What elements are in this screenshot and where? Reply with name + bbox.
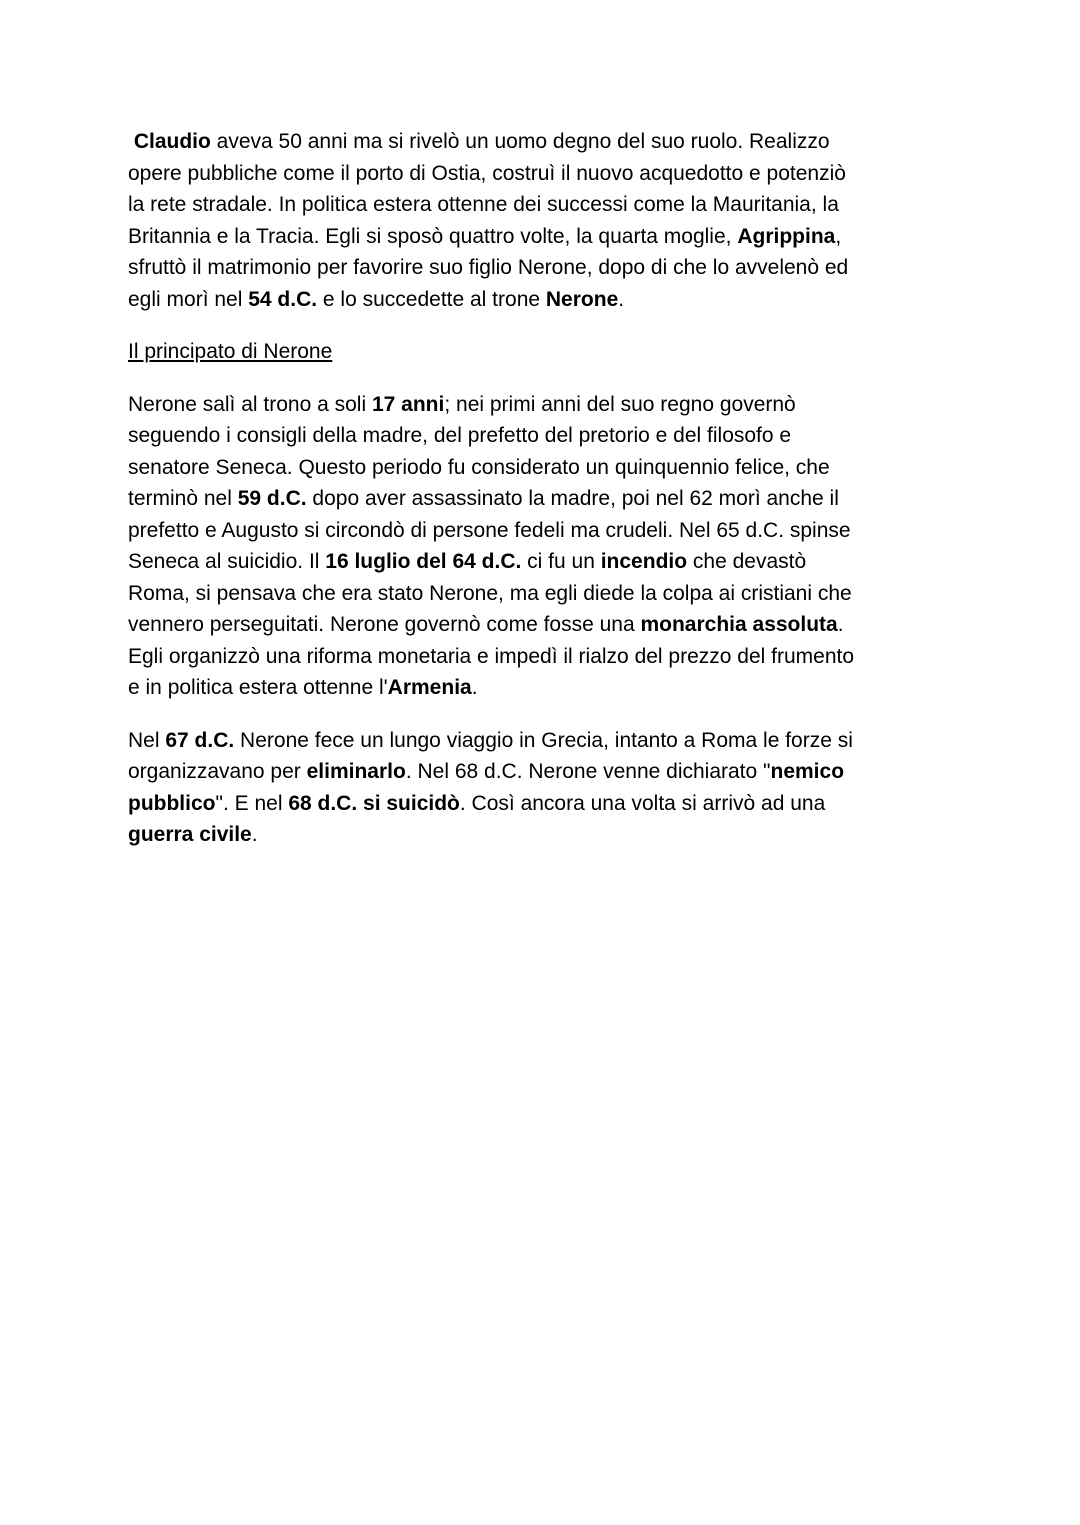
text-line: [128, 483, 950, 515]
text-line: [128, 725, 950, 757]
document-content: [128, 126, 950, 872]
text-run: seguendo i consigli della madre, del prefetto del pretorio e del filosofo e: [128, 424, 792, 447]
text-line: [128, 819, 950, 851]
bold-text-run: Nerone: [545, 287, 619, 311]
text-line: [128, 389, 950, 421]
text-line: [128, 420, 950, 452]
text-run: ". E nel: [215, 791, 289, 815]
text-run: Egli organizzò una riforma monetaria e impedì il rialzo del prezzo del frumento: [128, 644, 855, 668]
text-run: prefetto e Augusto si circondò di persone fedeli ma crudeli. Nel 65 d.C. spinse: [128, 518, 851, 542]
underlined-text-run: Il principato di Nerone: [128, 340, 333, 363]
text-line: [128, 788, 950, 820]
text-line: [128, 546, 950, 578]
text-run: senatore Seneca. Questo periodo fu considerato un quinquennio felice, che: [128, 455, 830, 479]
bold-text-run: guerra civile: [128, 823, 252, 846]
text-run: . Nel 68 d.C. Nerone venne dichiarato ": [405, 760, 771, 783]
bold-text-run: 59 d.C.: [237, 487, 307, 510]
bold-text-run: 54 d.C.: [248, 287, 318, 311]
text-run: dopo aver assassinato la madre, poi nel 62 morì anche il: [306, 487, 839, 510]
text-run: .: [471, 676, 478, 699]
bold-text-run: Agrippina: [737, 224, 836, 248]
paragraph: [128, 389, 950, 704]
bold-text-run: 67 d.C.: [165, 728, 235, 752]
paragraph: [128, 126, 950, 315]
text-run: e lo succedette al trone: [317, 287, 546, 311]
text-run: sfruttò il matrimonio per favorire suo figlio Nerone, dopo di che lo avvelenò ed: [128, 256, 849, 279]
bold-text-run: Armenia: [387, 676, 472, 699]
text-run: ,: [835, 224, 842, 248]
text-run: Britannia e la Tracia. Egli si sposò quattro volte, la quarta moglie,: [128, 224, 738, 248]
bold-text-run: monarchia assoluta: [640, 613, 838, 636]
bold-text-run: nemico: [770, 760, 845, 783]
bold-text-run: 16 luglio del 64 d.C.: [325, 550, 522, 573]
text-run: .: [837, 613, 844, 636]
paragraph: [128, 725, 950, 851]
bold-text-run: eliminarlo: [306, 760, 406, 783]
bold-text-run: pubblico: [128, 791, 216, 815]
text-line: [128, 189, 950, 221]
bold-text-run: 68 d.C. si suicidò: [288, 791, 460, 815]
text-run: aveva 50 anni ma si rivelò un uomo degno del suo ruolo. Realizzo: [210, 130, 830, 153]
text-line: [128, 609, 950, 641]
text-run: . Così ancora una volta si arrivò ad una: [459, 791, 826, 815]
text-run: che devastò: [687, 550, 807, 573]
text-line: [128, 336, 950, 368]
bold-text-run: Claudio: [133, 130, 211, 153]
text-run: Nerone salì al trono a soli: [128, 392, 372, 416]
text-run: ; nei primi anni del suo regno governò: [444, 392, 796, 416]
text-line: [128, 672, 950, 704]
text-run: e in politica estera ottenne l': [128, 676, 388, 699]
text-run: .: [251, 823, 258, 846]
text-run: Nerone fece un lungo viaggio in Grecia, intanto a Roma le forze si: [234, 728, 853, 752]
text-run: Roma, si pensava che era stato Nerone, ma egli diede la colpa ai cristiani che: [128, 581, 852, 605]
text-run: ci fu un: [521, 550, 601, 573]
text-run: Seneca al suicidio. Il: [128, 550, 326, 573]
text-line: [128, 578, 950, 610]
text-line: [128, 641, 950, 673]
text-run: terminò nel: [128, 487, 238, 510]
text-run: opere pubbliche come il porto di Ostia, costruì il nuovo acquedotto e potenziò: [128, 161, 846, 185]
text-line: [128, 158, 950, 190]
text-line: [128, 756, 950, 788]
bold-text-run: 17 anni: [371, 392, 445, 416]
text-run: vennero perseguitati. Nerone governò come fosse una: [128, 613, 641, 636]
bold-text-run: incendio: [600, 550, 688, 573]
text-run: organizzavano per: [128, 760, 307, 783]
section-heading: [128, 336, 950, 368]
text-line: [128, 452, 950, 484]
text-line: [128, 221, 950, 253]
text-run: .: [618, 287, 625, 311]
text-run: la rete stradale. In politica estera ottenne dei successi come la Mauritania, la: [128, 193, 839, 216]
text-line: [128, 284, 950, 316]
text-run: Nel: [128, 728, 166, 752]
text-line: [128, 515, 950, 547]
text-line: [128, 252, 950, 284]
text-line: [128, 126, 950, 158]
text-run: egli morì nel: [128, 287, 249, 311]
